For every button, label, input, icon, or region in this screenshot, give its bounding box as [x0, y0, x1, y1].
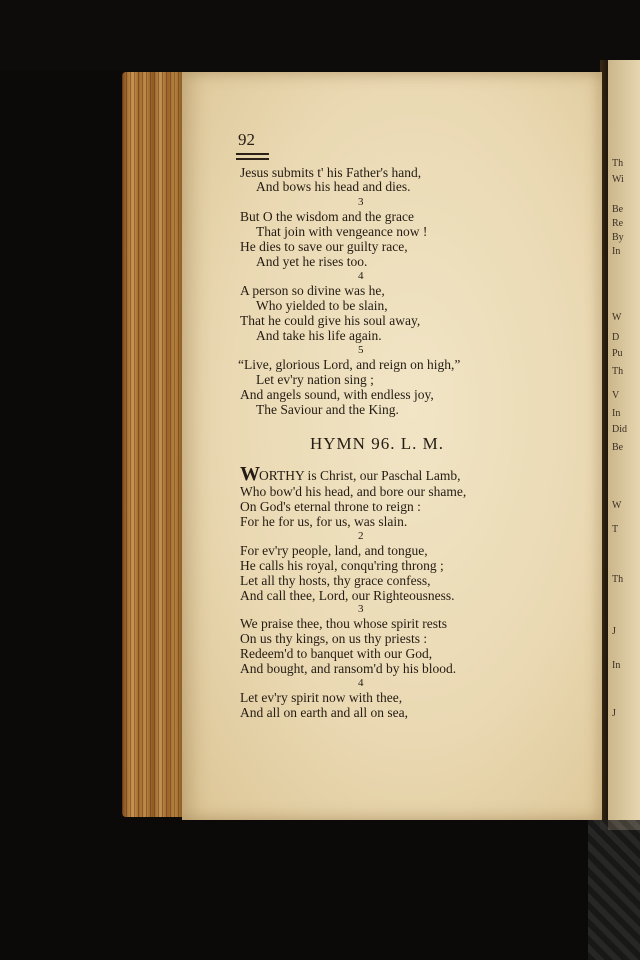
verse-line: For ev'ry people, land, and tongue,: [240, 543, 428, 558]
verse-line: And yet he rises too.: [256, 254, 368, 269]
page-number: 92: [238, 130, 255, 149]
right-page-fragment: T: [612, 524, 619, 535]
verse-line: On God's eternal throne to reign :: [240, 499, 421, 514]
right-page-fragment: Th: [612, 158, 624, 169]
verse-line: And take his life again.: [256, 328, 382, 343]
verse-number: 2: [358, 530, 364, 542]
right-page-fragment: Be: [612, 442, 624, 453]
verse-line: That join with vengeance now !: [256, 224, 428, 239]
right-page-fragment: W: [612, 312, 622, 323]
verse-line: He dies to save our guilty race,: [240, 239, 408, 254]
verse-line: Redeem'd to banquet with our God,: [240, 646, 433, 661]
right-page-fragment: Re: [612, 218, 624, 229]
first-line-text: ORTHY is Christ, our Paschal Lamb,: [259, 468, 461, 483]
right-page-fragment: In: [612, 660, 621, 671]
verse-line: “Live, glorious Lord, and reign on high,”: [238, 357, 461, 372]
verse-line: And bows his head and dies.: [256, 179, 411, 194]
right-page-fragment: In: [612, 246, 621, 257]
verse-line: Who bow'd his head, and bore our shame,: [240, 484, 467, 499]
verse-line: But O the wisdom and the grace: [240, 209, 414, 224]
verse-number: 3: [358, 603, 364, 615]
right-page-fragment: J: [612, 708, 616, 719]
header-rule: [236, 158, 269, 160]
hymn-title: HYMN 96. L. M.: [310, 434, 444, 453]
right-page-fragment: Th: [612, 574, 624, 585]
verse-line: For he for us, for us, was slain.: [240, 514, 408, 529]
verse-line: Let all thy hosts, thy grace confess,: [240, 573, 431, 588]
header-rule: [236, 153, 269, 155]
right-page-fragment: Pu: [612, 348, 623, 359]
right-page: [608, 60, 640, 830]
verse-line: He calls his royal, conqu'ring throng ;: [240, 558, 444, 573]
verse-line: And bought, and ransom'd by his blood.: [240, 661, 457, 676]
right-page-fragment: By: [612, 232, 624, 243]
drop-cap: W: [240, 463, 259, 485]
verse-line: Jesus submits t' his Father's hand,: [240, 165, 422, 180]
backdrop: [0, 0, 640, 70]
page-edge-lines: [122, 72, 186, 817]
right-page-fragment: Be: [612, 204, 624, 215]
right-page-fragment: In: [612, 408, 621, 419]
verse-line: The Saviour and the King.: [256, 402, 399, 417]
right-page-fragment: Did: [612, 424, 627, 435]
scan-target-pattern: [588, 820, 640, 960]
verse-line: Let ev'ry nation sing ;: [256, 372, 374, 387]
verse-number: 4: [358, 677, 364, 689]
hymn-first-line: [240, 464, 461, 484]
right-page-fragment: D: [612, 332, 620, 343]
verse-number: 5: [358, 344, 364, 356]
verse-line: On us thy kings, on us thy priests :: [240, 631, 428, 646]
right-page-fragment: Wi: [612, 174, 624, 185]
right-page-fragment: V: [612, 390, 620, 401]
right-page-fragment: Th: [612, 366, 624, 377]
verse-line: That he could give his soul away,: [240, 313, 421, 328]
right-page-fragment: W: [612, 500, 622, 511]
verse-line: And all on earth and all on sea,: [240, 705, 408, 720]
right-page-fragment: J: [612, 626, 616, 637]
verse-line: And call thee, Lord, our Righteousness.: [240, 588, 455, 603]
verse-line: Let ev'ry spirit now with thee,: [240, 690, 403, 705]
verse-number: 4: [358, 270, 364, 282]
verse-line: And angels sound, with endless joy,: [240, 387, 434, 402]
verse-line: A person so divine was he,: [240, 283, 385, 298]
verse-line: Who yielded to be slain,: [256, 298, 388, 313]
verse-line: We praise thee, thou whose spirit rests: [240, 616, 447, 631]
verse-number: 3: [358, 196, 364, 208]
